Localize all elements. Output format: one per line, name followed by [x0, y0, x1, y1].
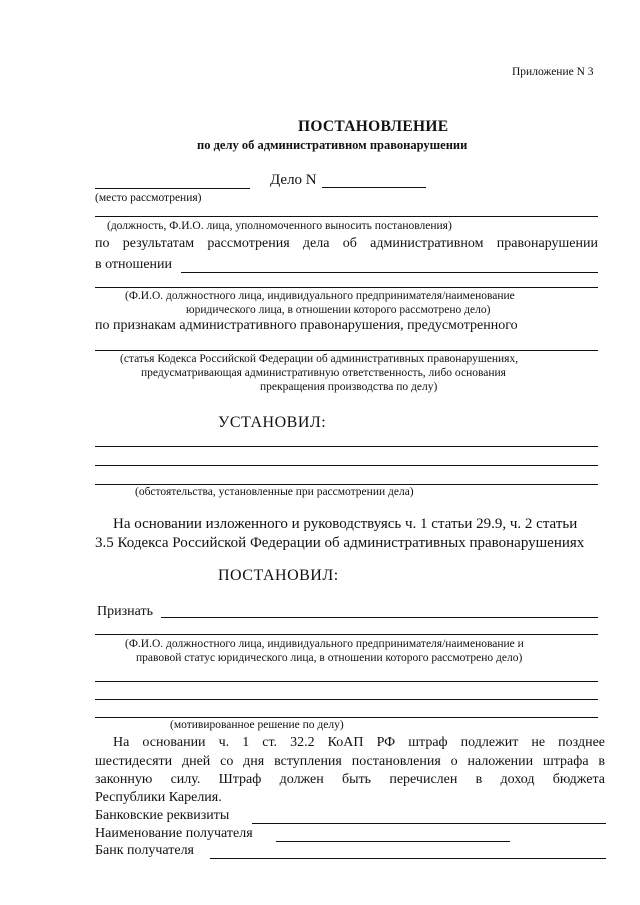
fine-line-4: Республики Карелия.	[95, 790, 222, 805]
decision-field-2[interactable]	[95, 699, 598, 700]
case-number-field[interactable]	[322, 187, 426, 188]
case-number-label: Дело N	[270, 172, 317, 188]
resolved-heading: ПОСТАНОВИЛ:	[218, 567, 339, 584]
recognize-field-2[interactable]	[95, 634, 598, 635]
position-field[interactable]	[95, 216, 598, 217]
regarding-field-2[interactable]	[95, 287, 598, 288]
fine-line-3: законную силу. Штраф должен быть перечислен в доход бюджета	[95, 772, 605, 787]
regarding-field[interactable]	[181, 272, 598, 273]
circumstances-field-1[interactable]	[95, 446, 598, 447]
recognize-label: Признать	[97, 604, 153, 619]
appendix-label: Приложение N 3	[512, 66, 594, 78]
recipient-name-label: Наименование получателя	[95, 826, 253, 841]
basis-line-1: На основании изложенного и руководствуясь ч. 1 статьи 29.9, ч. 2 статьи	[113, 516, 578, 532]
circumstances-field-3[interactable]	[95, 484, 598, 485]
decision-caption: (мотивированное решение по делу)	[170, 719, 344, 731]
place-caption: (место рассмотрения)	[95, 192, 202, 204]
fine-line-2: шестидесяти дней со дня вступления постановления о наложении штрафа в	[95, 754, 605, 769]
person-caption-1: (Ф.И.О. должностного лица, индивидуального предпринимателя/наименование	[125, 290, 515, 302]
review-text: по результатам рассмотрения дела об административном правонарушении	[95, 236, 598, 251]
article-caption-2: предусматривающая административную ответственность, либо основания	[141, 367, 506, 379]
basis-line-2: 3.5 Кодекса Российской Федерации об административных правонарушениях	[95, 535, 585, 551]
recipient-bank-field[interactable]	[210, 858, 606, 859]
decision-field-1[interactable]	[95, 681, 598, 682]
decision-field-3[interactable]	[95, 717, 598, 718]
article-caption-1: (статья Кодекса Российской Федерации об административных правонарушениях,	[120, 353, 519, 365]
place-field[interactable]	[95, 188, 250, 189]
article-field[interactable]	[95, 350, 598, 351]
position-caption: (должность, Ф.И.О. лица, уполномоченного выносить постановления)	[107, 220, 452, 232]
circumstances-field-2[interactable]	[95, 465, 598, 466]
regarding-label: в отношении	[95, 257, 173, 272]
document-title: ПОСТАНОВЛЕНИЕ	[298, 118, 449, 135]
signs-text: по признакам административного правонарушения, предусмотренного	[95, 318, 518, 333]
circumstances-caption: (обстоятельства, установленные при рассмотрении дела)	[135, 486, 414, 498]
bank-details-field[interactable]	[252, 823, 606, 824]
recognize-caption-2: правовой статус юридического лица, в отношении которого рассмотрено дело)	[136, 652, 523, 664]
person-caption-2: юридического лица, в отношении которого рассмотрено дело)	[186, 304, 491, 316]
article-caption-3: прекращения производства по делу)	[260, 381, 438, 393]
bank-details-label: Банковские реквизиты	[95, 808, 230, 823]
recognize-caption-1: (Ф.И.О. должностного лица, индивидуального предпринимателя/наименование и	[125, 638, 524, 650]
recipient-name-field[interactable]	[276, 841, 510, 842]
fine-line-1: На основании ч. 1 ст. 32.2 КоАП РФ штраф подлежит не позднее	[113, 735, 605, 750]
established-heading: УСТАНОВИЛ:	[218, 414, 327, 431]
document-subtitle: по делу об административном правонарушении	[197, 138, 468, 152]
recipient-bank-label: Банк получателя	[95, 843, 194, 858]
recognize-field[interactable]	[161, 617, 598, 618]
